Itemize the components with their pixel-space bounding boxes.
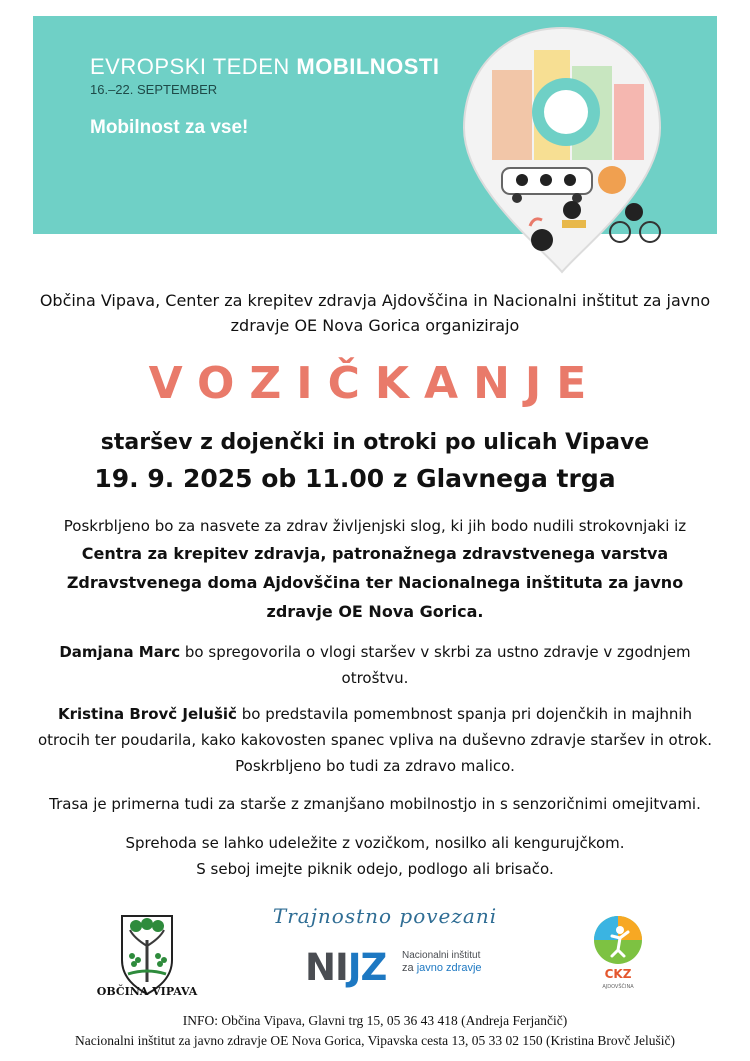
event-date-time: 19. 9. 2025 ob 11.00 z Glavnega trga (94, 464, 616, 493)
info-line-1: INFO: Občina Vipava, Glavni trg 15, 05 36 43 418 (Andreja Ferjančič) (182, 1013, 568, 1028)
advice-line-2: Centra za krepitev zdravja, patronažnega zdravstvenega varstva (81, 544, 669, 563)
intro-line-1: Občina Vipava, Center za krepitev zdravja Ajdovščina in Nacionalni inštitut za javno (39, 291, 711, 310)
kristina-line-2: otrocih ter poudarila, kako kakovosten spanec vpliva na duševno zdravje staršev in otrok. (37, 731, 713, 749)
damjana-line-2: otroštvu. (341, 669, 409, 687)
nijz-line-2: za javno zdravje (402, 962, 482, 974)
paragraph-bring (0, 830, 750, 882)
damjana-line-1: Damjana Marc bo spregovorila o vlogi staršev v skrbi za ustno zdravje v zgodnjem (59, 643, 691, 661)
kristina-line-3: Poskrbljeno bo tudi za zdravo malico. (235, 757, 515, 775)
paragraph-damjana (0, 639, 750, 691)
paragraph-route: Trasa je primerna tudi za starše z zmanjšano mobilnostjo in s senzoričnimi omejitvami. (49, 795, 701, 813)
trajnostno-povezani-slogan: Trajnostno povezani (272, 904, 498, 928)
banner-slogan: Mobilnost za vse! (90, 117, 249, 138)
info-line-2: Nacionalni inštitut za javno zdravje OE Nova Gorica, Vipavska cesta 13, 05 33 02 150 (Kristina Brovč Jelušič) (75, 1033, 675, 1048)
ckz-label: CKZ (604, 967, 632, 981)
nijz-logo-text (402, 950, 482, 974)
bring-line-1: Sprehoda se lahko udeležite z vozičkom, nosilko ali kengurujčkom. (125, 834, 625, 852)
advice-line-3: Zdravstvenega doma Ajdovščina ter Nacionalnega inštituta za javno (66, 573, 684, 592)
banner-dates: 16.–22. SEPTEMBER (90, 82, 218, 97)
event-title: VOZIČKANJE (148, 358, 602, 409)
intro-line-2: zdravje OE Nova Gorica organizirajo (230, 316, 520, 335)
kristina-name: Kristina Brovč Jelušič (57, 705, 237, 723)
damjana-name: Damjana Marc (59, 643, 181, 661)
location-pin-illustration (442, 20, 682, 280)
ckz-logo-icon (588, 914, 648, 994)
paragraph-kristina (0, 701, 750, 779)
advice-line-4: zdravje OE Nova Gorica. (266, 602, 484, 621)
banner-title: EVROPSKI TEDEN MOBILNOSTI (90, 54, 440, 79)
organizers-intro (0, 288, 750, 338)
advice-line-1: Poskrbljeno bo za nasvete za zdrav življenjski slog, ki jih bodo nudili strokovnjaki iz (63, 517, 687, 535)
kristina-line-1: Kristina Brovč Jelušič bo predstavila pomembnost spanja pri dojenčkih in majhnih (57, 705, 693, 723)
nijz-line-1: Nacionalni inštitut (402, 950, 481, 961)
nijz-logo-mark: NIJZ (305, 946, 387, 989)
event-subtitle: staršev z dojenčki in otroki po ulicah Vipave (100, 430, 650, 455)
ckz-sub-label: AJDOVŠČINA (602, 984, 634, 990)
bring-line-2: S seboj imejte piknik odejo, podlogo ali brisačo. (196, 860, 554, 878)
vipava-logo-label: OBČINA VIPAVA (96, 985, 198, 998)
paragraph-advice (0, 513, 750, 626)
